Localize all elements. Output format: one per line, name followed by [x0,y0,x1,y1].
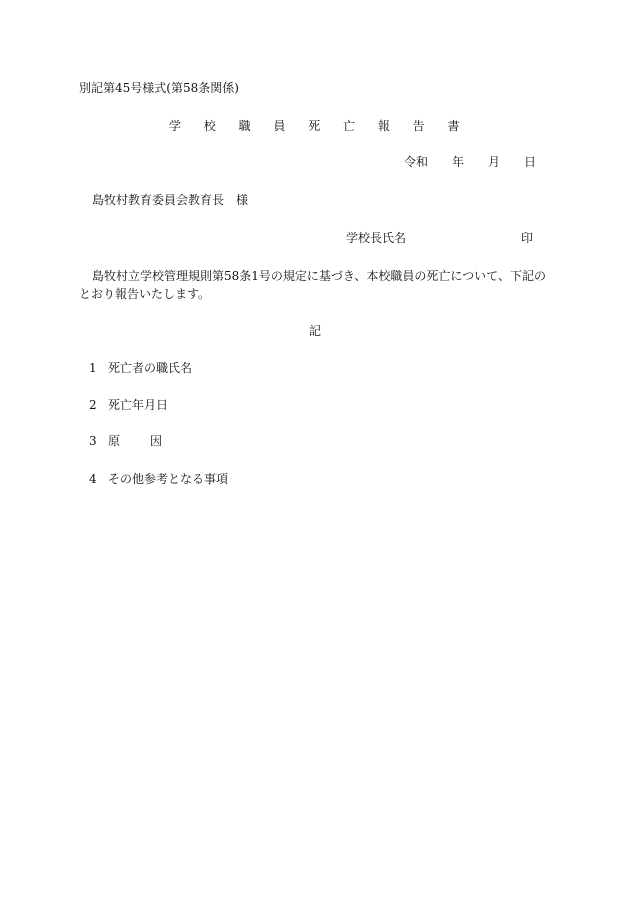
form-label: 別記第45号様式(第58条関係) [79,81,239,95]
signer-label: 学校長氏名 [346,231,407,245]
item-number: 2 [89,398,97,412]
item-label: 死亡者の職氏名 [108,361,193,375]
date-era: 令和 [404,155,429,169]
seal-label: 印 [521,231,534,245]
item-label: 原因 [108,434,193,448]
item-number: 1 [89,361,97,375]
date-line [404,154,536,170]
item-number: 4 [89,472,97,486]
list-item [89,471,228,487]
body-text: 島牧村立学校管理規則第58条1号の規定に基づき、本校職員の死亡について、下記のとおり報告いたします。 [79,269,546,301]
list-item [89,397,168,413]
document-title: 学 校 職 員 死 亡 報 告 書 [168,119,470,133]
item-label: その他参考となる事項 [108,472,229,486]
list-item [89,360,192,376]
list-item [89,433,192,449]
ki-heading: 記 [308,324,321,338]
item-label: 死亡年月日 [108,398,169,412]
date-year-label: 年 [452,155,465,169]
date-month-label: 月 [488,155,501,169]
date-day-label: 日 [524,155,537,169]
item-number: 3 [89,434,97,448]
addressee: 島牧村教育委員会教育長 様 [92,193,249,207]
